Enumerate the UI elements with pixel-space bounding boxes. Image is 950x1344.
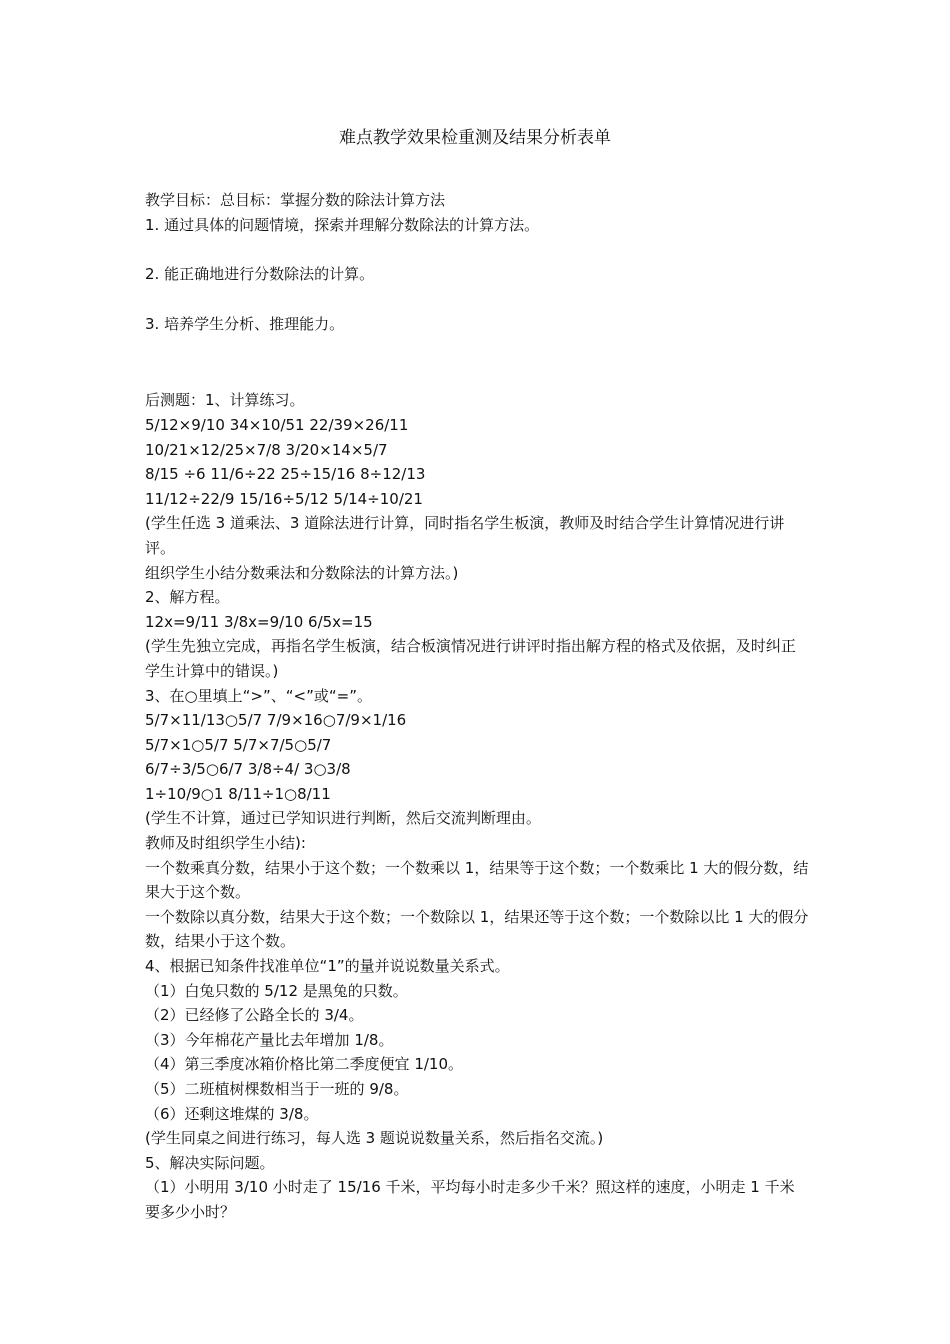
- q4-item-5: （5）二班植树棵数相当于一班的 9/8。: [145, 1080, 409, 1098]
- document-body: [145, 188, 809, 1225]
- q5-item-1: （1）小明用 3/10 小时走了 15/16 千米，平均每小时走多少千米？照这样的速度，小明走 1 千米要多少小时？: [145, 1178, 795, 1221]
- q3-line-4: 1÷10/9○1 8/11÷1○8/11: [145, 784, 331, 803]
- q4-note: (学生同桌之间进行练习，每人选 3 题说说数量关系，然后指名交流。): [145, 1129, 604, 1148]
- objective-item-3: 3. 培养学生分析、推理能力。: [145, 314, 345, 333]
- q4-heading: 4、根据已知条件找准单位“1”的量并说说数量关系式。: [145, 957, 510, 976]
- q4-item-1: （1）白兔只数的 5/12 是黑兔的只数。: [145, 981, 408, 1000]
- q3-summary-1: 一个数乘真分数，结果小于这个数；一个数乘以 1，结果等于这个数；一个数乘比 1 大的假分数，结果大于这个数。: [145, 858, 809, 902]
- q1-note-2: 组织学生小结分数乘法和分数除法的计算方法。): [145, 563, 459, 582]
- q1-line-1: 5/12×9/10 34×10/51 22/39×26/11: [145, 415, 409, 434]
- q4-item-6: （6）还剩这堆煤的 3/8。: [145, 1104, 319, 1123]
- document-title: 难点教学效果检重测及结果分析表单: [339, 128, 611, 148]
- q2-heading: 2、解方程。: [145, 588, 230, 607]
- objective-item-2: 2. 能正确地进行分数除法的计算。: [145, 265, 375, 284]
- q4-item-4: （4）第三季度冰箱价格比第二季度便宜 1/10。: [145, 1055, 463, 1074]
- q1-note-1: (学生任选 3 道乘法、3 道除法进行计算，同时指名学生板演，教师及时结合学生计算情况进行讲评。: [145, 514, 785, 557]
- q3-line-3: 6/7÷3/5○6/7 3/8÷4/ 3○3/8: [145, 760, 351, 779]
- q1-line-4: 11/12÷22/9 15/16÷5/12 5/14÷10/21: [145, 489, 423, 508]
- q1-line-2: 10/21×12/25×7/8 3/20×14×5/7: [145, 440, 388, 459]
- q5-heading: 5、解决实际问题。: [145, 1153, 275, 1172]
- q3-line-2: 5/7×1○5/7 5/7×7/5○5/7: [145, 735, 332, 754]
- q3-summary-2: 一个数除以真分数，结果大于这个数；一个数除以 1，结果还等于这个数；一个数除以比 1 大的假分数，结果小于这个数。: [145, 907, 809, 951]
- objectives-heading: 教学目标：总目标：掌握分数的除法计算方法: [145, 191, 446, 209]
- q4-item-3: （3）今年棉花产量比去年增加 1/8。: [145, 1030, 394, 1049]
- q3-note-1: (学生不计算，通过已学知识进行判断，然后交流判断理由。: [145, 809, 541, 828]
- q1-line-3: 8/15 ÷6 11/6÷22 25÷15/16 8÷12/13: [145, 465, 426, 484]
- objective-item-1: 1. 通过具体的问题情境，探索并理解分数除法的计算方法。: [145, 215, 540, 234]
- q2-note: (学生先独立完成，再指名学生板演，结合板演情况进行讲评时指出解方程的格式及依据，及时纠正学生计算中的错误。): [145, 637, 796, 680]
- q4-item-2: （2）已经修了公路全长的 3/4。: [145, 1006, 364, 1025]
- q3-heading: 3、在○里填上“>”、“<”或“=”。: [145, 686, 372, 705]
- q1-heading: 后测题：1、计算练习。: [145, 391, 305, 410]
- q3-line-1: 5/7×11/13○5/7 7/9×16○7/9×1/16: [145, 711, 407, 730]
- q3-note-2: 教师及时组织学生小结):: [145, 834, 306, 853]
- q2-line: 12x=9/11 3/8x=9/10 6/5x=15: [145, 612, 373, 631]
